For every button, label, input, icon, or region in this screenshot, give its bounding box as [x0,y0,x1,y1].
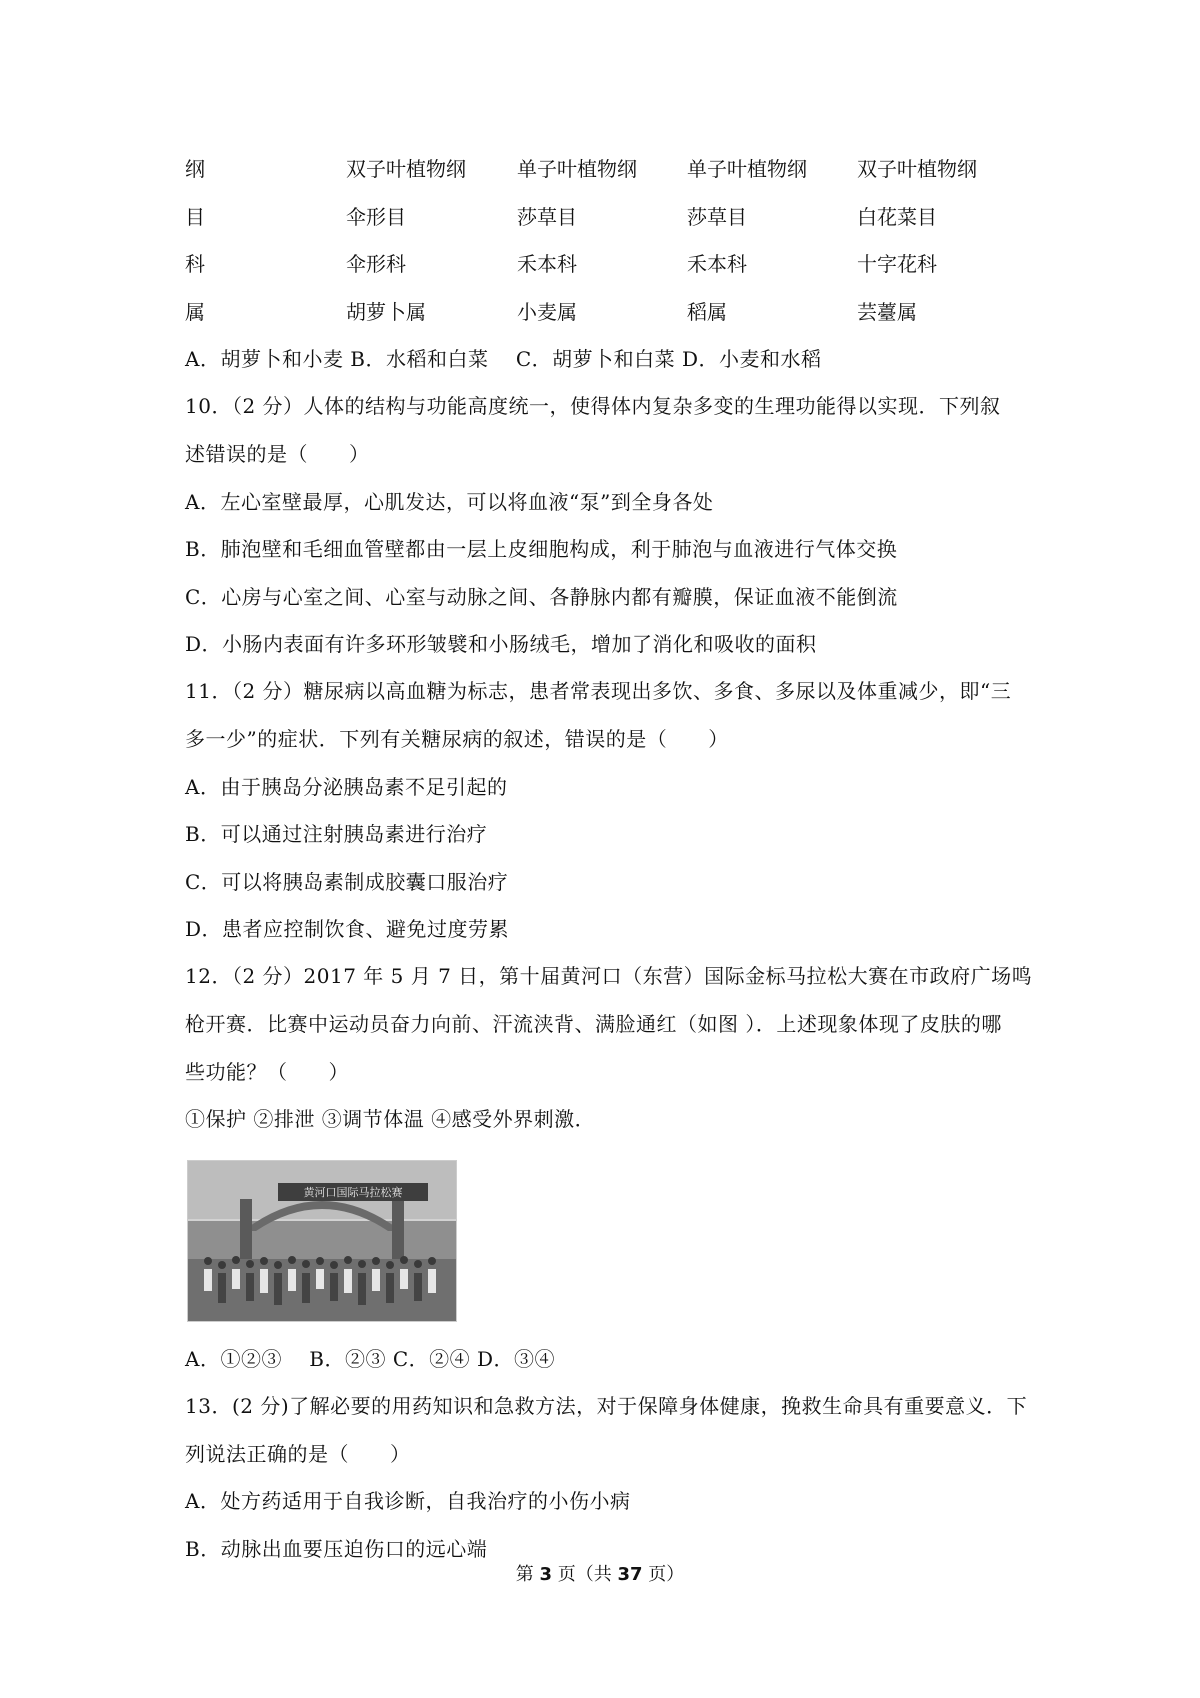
q11-stem: 11．（2 分）糖尿病以高血糖为标志，患者常表现出多饮、多食、多尿以及体重减少，即“三 [185,679,1012,703]
q9-options: A．胡萝卜和小麦 B．水稻和白菜 C．胡萝卜和白菜 D．小麦和水稻 [185,347,822,371]
table-cell: 伞形科 [346,252,406,276]
table-cell: 禾本科 [687,252,747,276]
q10-option-b: B．肺泡壁和毛细血管壁都由一层上皮细胞构成，利于肺泡与血液进行气体交换 [185,537,898,561]
q10-option-a: A．左心室壁最厚，心肌发达，可以将血液“泵”到全身各处 [185,490,714,514]
q11-option-d: D．患者应控制饮食、避免过度劳累 [185,917,510,941]
footer-middle: 页（共 [552,1564,618,1585]
q10-option-c: C．心房与心室之间、心室与动脉之间、各静脉内都有瓣膜，保证血液不能倒流 [185,585,898,609]
q12-stem: 12．（2 分）2017 年 5 月 7 日，第十届黄河口（东营）国际金标马拉松大赛在市政府广场鸣 [185,964,1033,988]
q10-stem: 10．（2 分）人体的结构与功能高度统一，使得体内复杂多变的生理功能得以实现．下列叙 [185,394,1001,418]
row-label: 属 [185,300,205,324]
table-cell: 小麦属 [517,300,577,324]
table-cell: 胡萝卜属 [346,300,426,324]
table-cell: 单子叶植物纲 [517,157,637,181]
page-total: 37 [617,1564,643,1585]
row-label: 目 [185,205,205,229]
table-cell: 白花菜目 [857,205,937,229]
footer-prefix: 第 [515,1564,540,1585]
q13-stem: 13．(2 分)了解必要的用药知识和急救方法，对于保障身体健康，挽救生命具有重要意义．下 [185,1394,1028,1418]
q12-options: A．①②③ B．②③ C．②④ D．③④ [185,1347,556,1371]
page-number: 3 [539,1564,552,1585]
q11-option-a: A．由于胰岛分泌胰岛素不足引起的 [185,775,508,799]
marathon-photo [187,1160,457,1322]
q11-stem-cont: 多一少”的症状．下列有关糖尿病的叙述，错误的是（ ） [185,727,729,751]
table-cell: 双子叶植物纲 [857,157,977,181]
q13-option-a: A．处方药适用于自我诊断，自我治疗的小伤小病 [185,1489,631,1513]
q13-stem-cont: 列说法正确的是（ ） [185,1442,411,1466]
q13-option-b: B．动脉出血要压迫伤口的远心端 [185,1537,488,1561]
q12-items: ①保护 ②排泄 ③调节体温 ④感受外界刺激． [185,1107,596,1131]
table-cell: 稻属 [687,300,727,324]
row-label: 科 [185,252,205,276]
table-cell: 单子叶植物纲 [687,157,807,181]
row-label: 纲 [185,157,205,181]
table-cell: 禾本科 [517,252,577,276]
footer-suffix: 页） [642,1564,685,1585]
table-cell: 十字花科 [857,252,937,276]
table-cell: 莎草目 [687,205,747,229]
photo-banner-text: 黄河口国际马拉松赛 [303,1186,403,1199]
table-cell: 芸薹属 [857,300,917,324]
q12-stem-end: 些功能？（ ） [185,1060,349,1084]
q12-stem-cont: 枪开赛．比赛中运动员奋力向前、汗流浃背、满脸通红（如图 ）．上述现象体现了皮肤的哪 [185,1012,1002,1036]
table-cell: 莎草目 [517,205,577,229]
table-cell: 双子叶植物纲 [346,157,466,181]
table-cell: 伞形目 [346,205,406,229]
q10-option-d: D．小肠内表面有许多环形皱襞和小肠绒毛，增加了消化和吸收的面积 [185,632,817,656]
q10-stem-cont: 述错误的是（ ） [185,442,370,466]
page-footer [0,1563,1200,1587]
q11-option-b: B．可以通过注射胰岛素进行治疗 [185,822,488,846]
q11-option-c: C．可以将胰岛素制成胶囊口服治疗 [185,870,509,894]
